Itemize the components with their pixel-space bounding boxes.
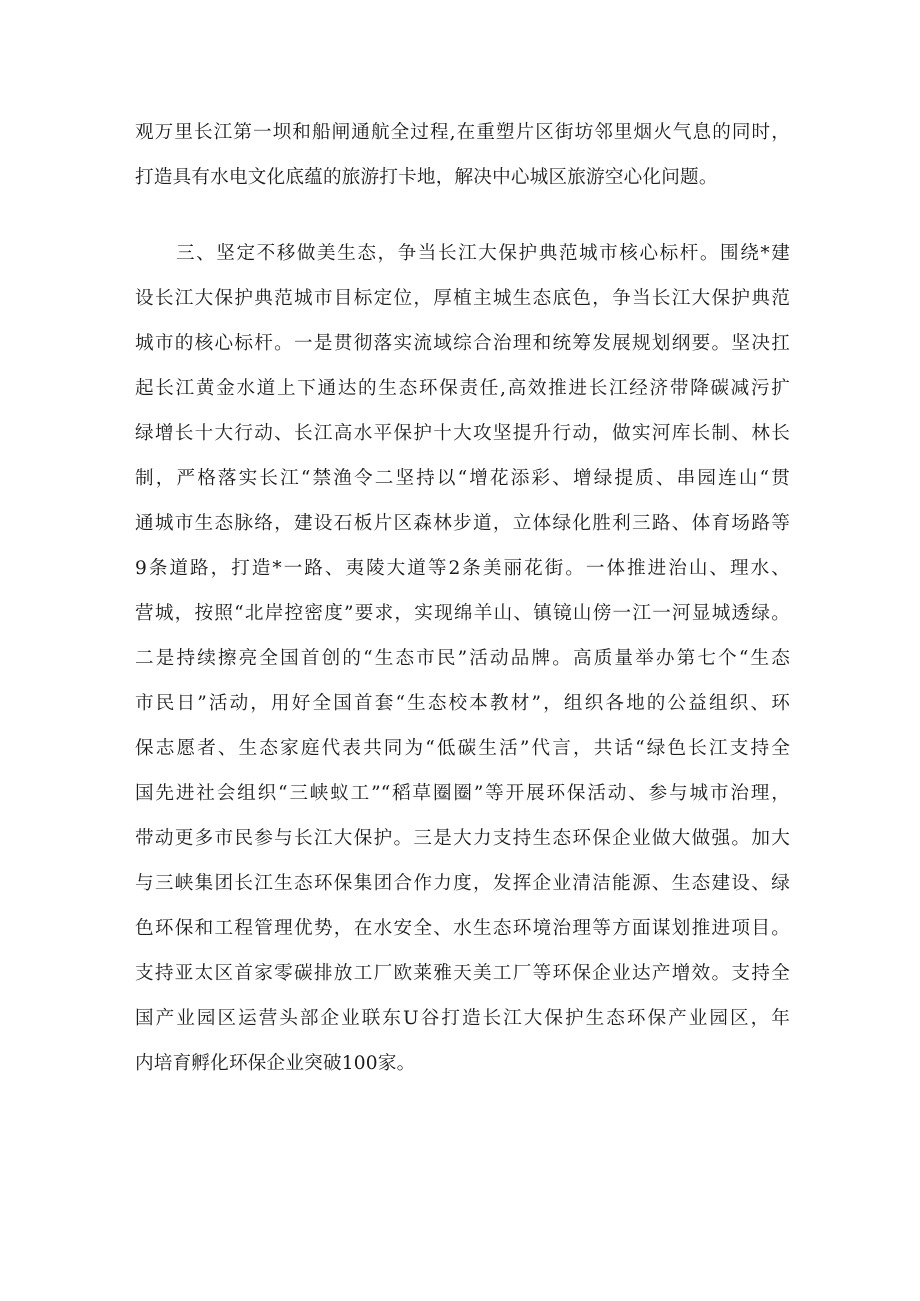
text-line: 营城，按照“北岸控密度”要求，实现绵羊山、镇镜山傍一江一河显城透绿。 bbox=[135, 603, 790, 624]
text-line: 保志愿者、生态家庭代表共同为“低碳生活”代言，共话“绿色长江支持全 bbox=[135, 738, 790, 759]
text-line: 通城市生态脉络，建设石板片区森林步道，立体绿化胜利三路、体育场路等 bbox=[135, 513, 790, 534]
text-line: 国先进社会组织“三峡蚁工”“稻草圈圈”等开展环保活动、参与城市治理， bbox=[135, 783, 790, 804]
text-line: 城市的核心标杆。一是贯彻落实流域综合治理和统筹发展规划纲要。坚决扛 bbox=[135, 333, 790, 354]
text-line: 带动更多市民参与长江大保护。三是大力支持生态环保企业做大做强。加大 bbox=[135, 828, 790, 849]
text-line: 制，严格落实长江“禁渔令二坚持以“增花添彩、增绿提质、串园连山“贯 bbox=[135, 468, 790, 489]
text-line: 支持亚太区首家零碳排放工厂欧莱雅天美工厂等环保企业达产增效。支持全 bbox=[135, 963, 790, 984]
text-line: 打造具有水电文化底蕴的旅游打卡地，解决中心城区旅游空心化问题。 bbox=[135, 167, 718, 188]
text-line: 9条道路，打造*一路、夷陵大道等2条美丽花街。一体推进治山、理水、 bbox=[135, 558, 790, 579]
text-line: 色环保和工程管理优势，在水安全、水生态环境治理等方面谋划推进项目。 bbox=[135, 918, 790, 939]
text-line: 观万里长江第一坝和船闸通航全过程,在重塑片区街坊邻里烟火气息的同时， bbox=[135, 122, 790, 143]
text-line: 二是持续擦亮全国首创的“生态市民”活动品牌。高质量举办第七个“生态 bbox=[135, 648, 790, 669]
text-line: 市民日”活动，用好全国首套“生态校本教材”，组织各地的公益组织、环 bbox=[135, 693, 790, 714]
text-line: 绿增长十大行动、长江高水平保护十大攻坚提升行动，做实河库长制、林长 bbox=[135, 423, 790, 444]
text-line: 起长江黄金水道上下通达的生态环保责任,高效推进长江经济带降碳减污扩 bbox=[135, 378, 790, 399]
text-line: 设长江大保护典范城市目标定位，厚植主城生态底色，争当长江大保护典范 bbox=[135, 288, 790, 309]
text-line: 与三峡集团长江生态环保集团合作力度，发挥企业清洁能源、生态建设、绿 bbox=[135, 873, 790, 894]
text-line: 内培育孵化环保企业突破100家。 bbox=[135, 1053, 416, 1074]
text-line: 三、坚定不移做美生态，争当长江大保护典范城市核心标杆。围绕*建 bbox=[176, 243, 790, 264]
text-line: 国产业园区运营头部企业联东U谷打造长江大保护生态环保产业园区，年 bbox=[135, 1008, 790, 1029]
